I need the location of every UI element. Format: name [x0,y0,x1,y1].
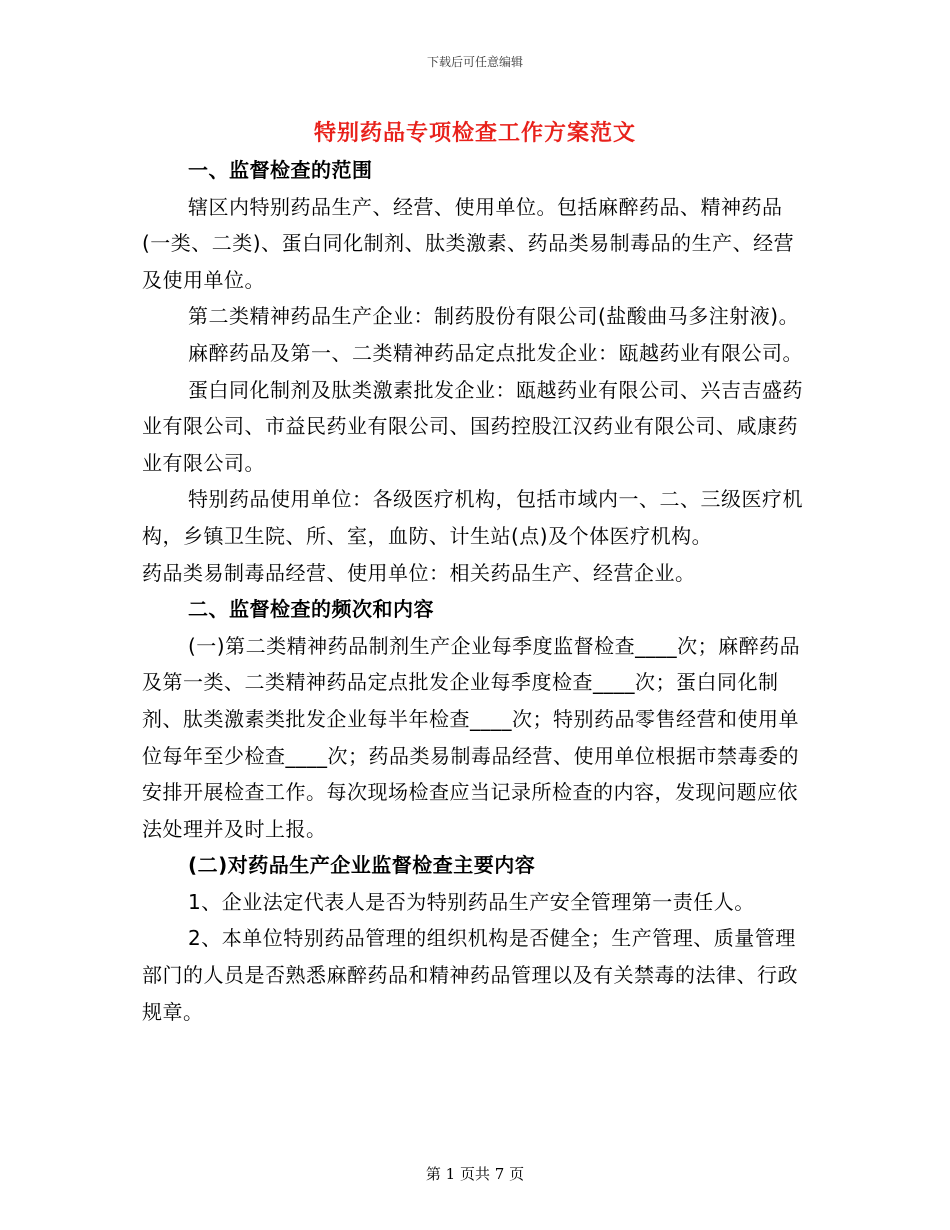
paragraph: 2、本单位特别药品管理的组织机构是否健全；生产管理、质量管理部门的人员是否熟悉麻醉药品和精神药品管理以及有关禁毒的法律、行政规章。 [142,926,798,1024]
document-title: 特别药品专项检查工作方案范文 [313,121,636,146]
paragraph: 特别药品使用单位：各级医疗机构，包括市域内一、二、三级医疗机构，乡镇卫生院、所、室，血防、计生站(点)及个体医疗机构。 [142,487,803,548]
subsection-heading: (二)对药品生产企业监督检查主要内容 [188,853,536,878]
section-heading-2: 二、监督检查的频次和内容 [188,597,434,622]
page-footer: 第 1 页共 7 页 [425,1165,525,1183]
paragraph: 麻醉药品及第一、二类精神药品定点批发企业：瓯越药业有限公司。 [188,340,803,365]
paragraph: 蛋白同化制剂及肽类激素批发企业：瓯越药业有限公司、兴吉吉盛药业有限公司、市益民药业有限公司、国药控股江汉药业有限公司、咸康药业有限公司。 [142,377,803,475]
paragraph: 1、企业法定代表人是否为特别药品生产安全管理第一责任人。 [188,889,755,914]
document-body [142,152,810,1030]
header-note: 下载后可任意编辑 [426,55,523,69]
paragraph: 药品类易制毒品经营、使用单位：相关药品生产、经营企业。 [142,560,696,585]
paragraph: 第二类精神药品生产企业：制药股份有限公司(盐酸曲马多注射液)。 [188,304,800,329]
section-heading-1: 一、监督检查的范围 [188,158,373,182]
paragraph: 辖区内特别药品生产、经营、使用单位。包括麻醉药品、精神药品(一类、二类)、蛋白同化制剂、肽类激素、药品类易制毒品的生产、经营及使用单位。 [142,194,795,292]
paragraph: (一)第二类精神药品制剂生产企业每季度监督检查____次；麻醉药品及第一类、二类精神药品定点批发企业每季度检查____次；蛋白同化制剂、肽类激素类批发企业每半年检查____次；特别药品零售经营和使用单位每年至少检查____次；药品类易制毒品经营、使用单位根据市禁毒委的安排开展检查工作。每次现场检查应当记录所检查的内容，发现问题应依法处理并及时上报。 [142,633,801,841]
